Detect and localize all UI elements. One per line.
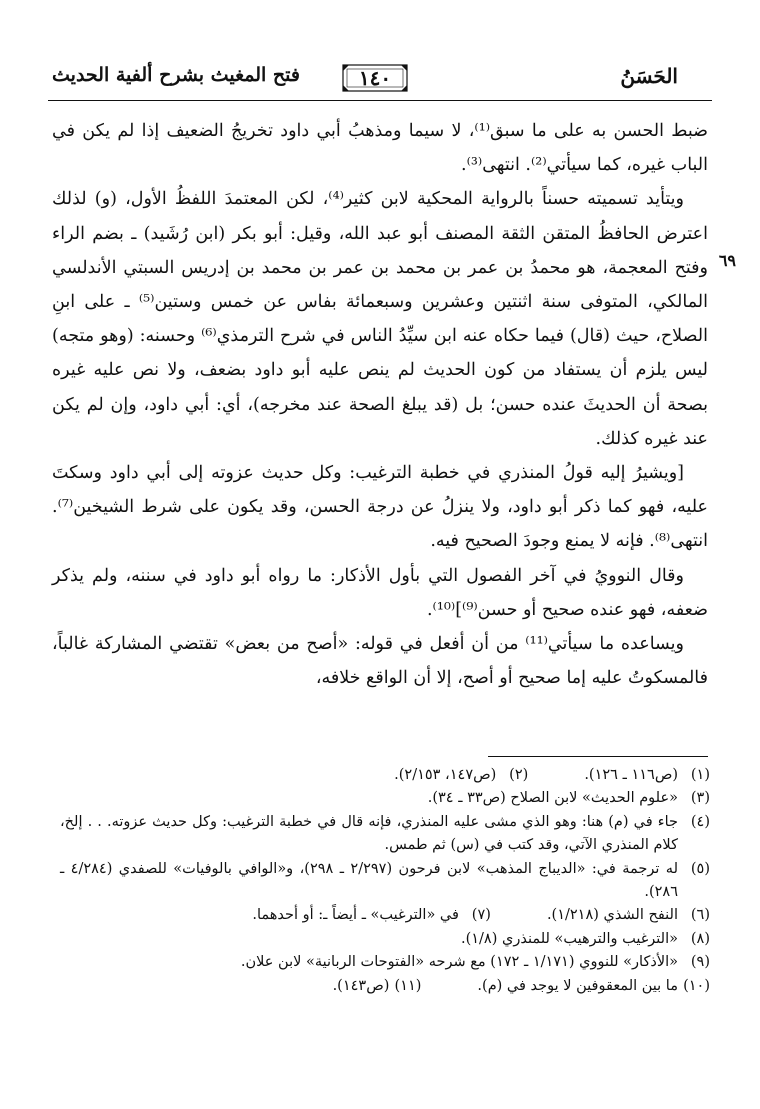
- margin-line-number: ٦٩: [718, 251, 736, 270]
- footnote-text: النفح الشذي (١/٢١٨).: [546, 907, 678, 924]
- running-header-chapter: الحَسَنُ: [620, 64, 678, 88]
- footnote-marker: (١٠): [683, 977, 710, 994]
- footnote-marker: (١): [690, 767, 710, 783]
- footnote-marker: (٦): [690, 907, 710, 924]
- footnote-row: [60, 764, 710, 787]
- footnote-marker: (٢): [509, 767, 529, 783]
- footnote-divider: [488, 756, 708, 757]
- footnote-row: [60, 811, 710, 858]
- footnote-text: (ص١١٦ ـ ١٢٦).: [584, 767, 678, 783]
- footnote-marker: (٥): [690, 860, 710, 877]
- footnote-text: ما بين المعقوفين لا يوجد في (م).: [477, 977, 678, 994]
- footnote-row: [60, 904, 710, 927]
- footnote-text: جاء في (م) هنا: وهو الذي مشى عليه المنذري، فإنه قال في خطبة الترغيب: وكل حديث عزوته. . . إلخ، كلام المنذري الآتي، وقد كتب في (س) ثم طمس.: [60, 813, 678, 854]
- footnote-marker: (٩): [690, 954, 710, 971]
- footnote-text: «علوم الحديث» لابن الصلاح (ص٣٣ ـ ٣٤).: [427, 790, 678, 807]
- footnote-text: (ص١٤٧، ٢/١٥٣).: [394, 767, 497, 783]
- footnote-marker: (٧): [471, 907, 491, 924]
- footnote-marker: (٣): [690, 790, 710, 807]
- footnote-marker: (٤): [690, 813, 710, 830]
- footnote-text: في «الترغيب» ـ أيضاً ـ: أو أحدهما.: [252, 907, 459, 924]
- footnote-row: [60, 928, 710, 951]
- paragraph: ويساعده ما سيأتي⁽¹¹⁾ من أن أفعل في قوله: «أصح من بعض» تقتضي المشاركة غالباً، فالمسكوتُ عليه إما صحيح أو أصح، إلا أن الواقع خلافه،: [52, 634, 708, 689]
- footnote-row: [60, 787, 710, 810]
- footnote-row: [60, 975, 710, 998]
- footnote-text: «الأذكار» للنووي (١/١٧١ ـ ١٧٢) مع شرحه «الفتوحات الربانية» لابن علان.: [240, 954, 678, 971]
- main-text: [52, 114, 708, 695]
- footnote-text: له ترجمة في: «الديباج المذهب» لابن فرحون (٢/٢٩٧ ـ ٢٩٨)، و«الوافي بالوفيات» للصفدي (٤/٢٨٤ ـ ٢٨٦).: [60, 860, 679, 901]
- footnote-marker: (١١): [394, 977, 422, 994]
- page-number-ornament: [340, 62, 410, 94]
- page-number: ١٤٠: [358, 66, 392, 90]
- footnote-row: [60, 951, 710, 974]
- paragraph: وقال النوويُ في آخر الفصول التي بأول الأذكار: ما رواه أبو داود في سننه، ولم يذكر ضعفه، فهو عنده صحيح أو حسن⁽⁹⁾]⁽¹⁰⁾.: [52, 565, 708, 620]
- paragraph: [ويشيرُ إليه قولُ المنذري في خطبة الترغيب: وكل حديث عزوته إلى أبي داود وسكتَ عليه، فهو كما ذكر أبو داود، ولا ينزلُ عن درجة الحسن، وقد يكون على شرط الشيخين⁽⁷⁾. انتهى⁽⁸⁾. فإنه لا يمنع وجودَ الصحيح فيه.: [52, 463, 708, 552]
- footnote-text: «الترغيب والترهيب» للمنذري (١/٨).: [460, 930, 678, 947]
- footnote-row: [60, 858, 710, 905]
- header-divider: [48, 100, 712, 101]
- footnotes: [60, 764, 710, 998]
- footnote-text: (ص١٤٣).: [332, 977, 390, 994]
- footnote-marker: (٨): [690, 930, 710, 947]
- paragraph: ضبط الحسن به على ما سبق⁽¹⁾، لا سيما ومذهبُ أبي داود تخريجُ الضعيف إذا لم يكن في الباب غيره، كما سيأتي⁽²⁾. انتهى⁽³⁾.: [52, 121, 709, 176]
- paragraph: ويتأيد تسميته حسناً بالرواية المحكية لابن كثير⁽⁴⁾، لكن المعتمدَ اللفظُ الأول، (و) لذلك اعترض الحافظُ المتقن الثقة المصنف أبو عبد الله، وقيل: أبو بكر (ابن رُشَيد) ـ بضم الراء وفتح المعجمة، هو محمدُ بن عمر بن محمد بن عمر بن محمد بن إدريس السبتي الأندلسي المالكي، المتوفى سنة اثنتين وعشرين وسبعمائة بفاس عن خمس وستين⁽⁵⁾ ـ على ابنِ الصلاح، حيث (قال) فيما حكاه عنه ابن سيِّدُ الناس في شرح الترمذي⁽⁶⁾ وحسنه: (وهو متجه) ليس يلزم أن يستفاد من كون الحديث لم ينص عليه أبو داود بضعف، ولا نص عليه غيره بصحة أن الحديثَ عنده حسن؛ بل (قد يبلغ الصحة عند مخرجه)، أي: أبي داود، وإن لم يكن عند غيره كذلك.: [52, 189, 708, 449]
- running-header-book-title: فتح المغيث بشرح ألفية الحديث: [52, 64, 300, 86]
